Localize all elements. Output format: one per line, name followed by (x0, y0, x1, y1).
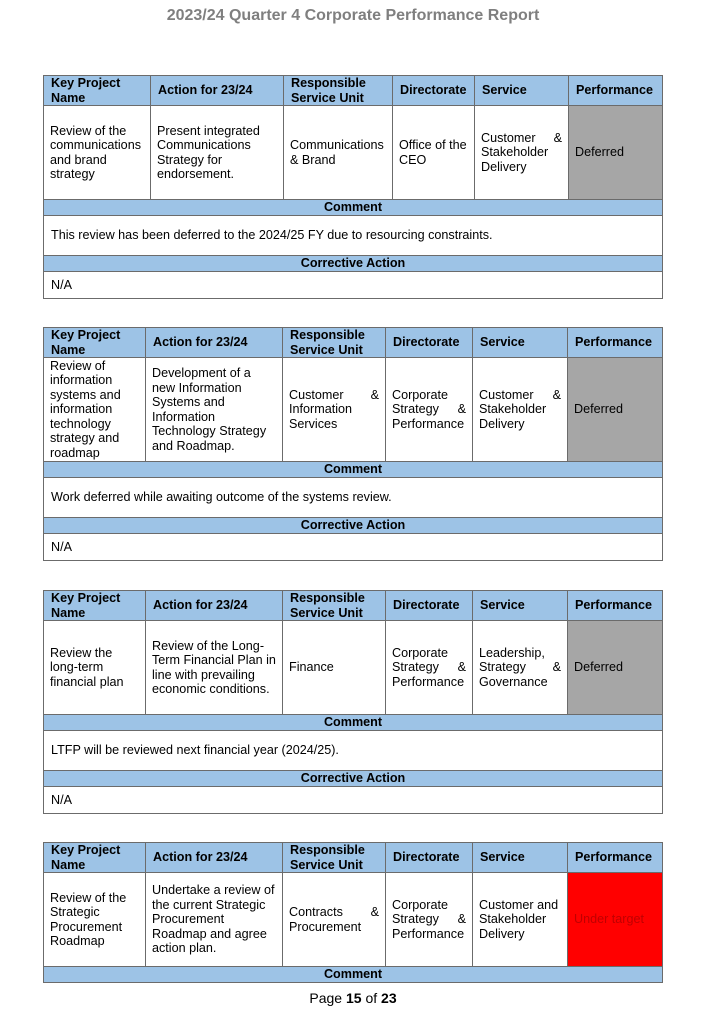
project-unit: Communications & Brand (284, 106, 393, 200)
service-line: Strategy & (479, 660, 561, 675)
header-row (44, 591, 663, 621)
page-label: Page (309, 990, 343, 1006)
directorate-line: Strategy & (392, 912, 466, 927)
corrective-text: N/A (44, 787, 663, 814)
header-directorate: Directorate (393, 76, 475, 106)
project-name: Review of the Strategic Procurement Roadmap (44, 873, 146, 967)
header-action: Action for 23/24 (151, 76, 284, 106)
project-table (43, 842, 663, 983)
service-line: Customer & (479, 387, 561, 402)
directorate-line: Strategy & (392, 402, 466, 417)
project-directorate (386, 873, 473, 967)
project-action: Undertake a review of the current Strategic Procurement Roadmap and agree action plan. (146, 873, 283, 967)
corrective-bar (44, 771, 663, 787)
directorate-line: Strategy & (392, 660, 466, 675)
page-title: 2023/24 Quarter 4 Corporate Performance Report (166, 7, 540, 24)
comment-bar (44, 200, 663, 216)
project-name: Review the long-term financial plan (44, 621, 146, 715)
service-line: Stakeholder Delivery (481, 145, 549, 174)
header-row (44, 843, 663, 873)
header-key-project: Key Project Name (44, 76, 151, 106)
project-action: Development of a new Information Systems and Information Technology Strategy and Roadmap. (146, 358, 283, 462)
corrective-text: N/A (44, 272, 663, 299)
project-directorate (386, 358, 473, 462)
header-service: Service (473, 328, 568, 358)
project-row (44, 106, 663, 200)
directorate-line: Corporate (392, 897, 449, 912)
header-key-project: Key Project Name (44, 328, 146, 358)
project-row (44, 873, 663, 967)
project-directorate: Office of the CEO (393, 106, 475, 200)
project-unit (283, 358, 386, 462)
page-footer (0, 990, 706, 1006)
header-unit: Responsible Service Unit (283, 328, 386, 358)
project-unit (283, 873, 386, 967)
comment-row (44, 216, 663, 256)
header-service: Service (473, 591, 568, 621)
unit-line: Contracts & (289, 905, 379, 919)
header-action: Action for 23/24 (146, 328, 283, 358)
project-name: Review of the communications and brand strategy (44, 106, 151, 200)
directorate-line: Performance (392, 416, 465, 431)
header-unit: Responsible Service Unit (284, 76, 393, 106)
project-table (43, 327, 663, 561)
corrective-row (44, 272, 663, 299)
service-line: Stakeholder Delivery (479, 402, 547, 431)
directorate-line: Performance (392, 674, 465, 689)
project-unit: Finance (283, 621, 386, 715)
corrective-label: Corrective Action (44, 256, 663, 272)
corrective-bar (44, 256, 663, 272)
service-line: Governance (479, 674, 548, 689)
current-page-number: 15 (345, 990, 362, 1006)
header-performance: Performance (568, 843, 663, 873)
comment-text: LTFP will be reviewed next financial year (2024/25). (44, 731, 663, 771)
unit-line: Procurement (289, 919, 362, 934)
project-service (475, 106, 569, 200)
header-action: Action for 23/24 (146, 843, 283, 873)
service-line: Leadership, (479, 645, 545, 660)
project-service (473, 621, 568, 715)
comment-bar (44, 715, 663, 731)
comment-bar (44, 967, 663, 983)
project-service (473, 358, 568, 462)
header-action: Action for 23/24 (146, 591, 283, 621)
header-key-project: Key Project Name (44, 591, 146, 621)
header-unit: Responsible Service Unit (283, 843, 386, 873)
comment-label: Comment (44, 967, 663, 983)
header-service: Service (475, 76, 569, 106)
comment-label: Comment (44, 462, 663, 478)
comment-text: Work deferred while awaiting outcome of the systems review. (44, 478, 663, 518)
header-row (44, 76, 663, 106)
corrective-label: Corrective Action (44, 518, 663, 534)
performance-status: Deferred (568, 621, 663, 715)
project-directorate (386, 621, 473, 715)
unit-line: Information Services (289, 402, 352, 431)
directorate-line: Corporate (392, 387, 449, 402)
comment-row (44, 731, 663, 771)
project-service: Customer and Stakeholder Delivery (473, 873, 568, 967)
comment-bar (44, 462, 663, 478)
directorate-line: Performance (392, 926, 465, 941)
corrective-row (44, 787, 663, 814)
comment-label: Comment (44, 200, 663, 216)
corrective-label: Corrective Action (44, 771, 663, 787)
project-name: Review of information systems and information technology strategy and roadmap (44, 358, 146, 462)
project-action: Review of the Long-Term Financial Plan in line with prevailing economic conditions. (146, 621, 283, 715)
project-table (43, 590, 663, 814)
corrective-bar (44, 518, 663, 534)
header-service: Service (473, 843, 568, 873)
header-performance: Performance (568, 591, 663, 621)
header-unit: Responsible Service Unit (283, 591, 386, 621)
performance-status: Deferred (568, 358, 663, 462)
page-of: of (365, 990, 378, 1006)
corrective-row (44, 534, 663, 561)
service-line: Customer & (481, 130, 562, 145)
header-row (44, 328, 663, 358)
corrective-text: N/A (44, 534, 663, 561)
project-row (44, 358, 663, 462)
performance-status: Under target (568, 873, 663, 967)
header-directorate: Directorate (386, 591, 473, 621)
project-action: Present integrated Communications Strategy for endorsement. (151, 106, 284, 200)
directorate-line: Corporate (392, 645, 449, 660)
header-performance: Performance (568, 328, 663, 358)
header-directorate: Directorate (386, 843, 473, 873)
project-table (43, 75, 663, 299)
comment-label: Comment (44, 715, 663, 731)
project-row (44, 621, 663, 715)
header-key-project: Key Project Name (44, 843, 146, 873)
header-performance: Performance (569, 76, 663, 106)
comment-row (44, 478, 663, 518)
header-directorate: Directorate (386, 328, 473, 358)
comment-text: This review has been deferred to the 2024/25 FY due to resourcing constraints. (44, 216, 663, 256)
performance-status: Deferred (569, 106, 663, 200)
total-page-number: 23 (381, 990, 397, 1006)
unit-line: Customer & (289, 387, 379, 402)
